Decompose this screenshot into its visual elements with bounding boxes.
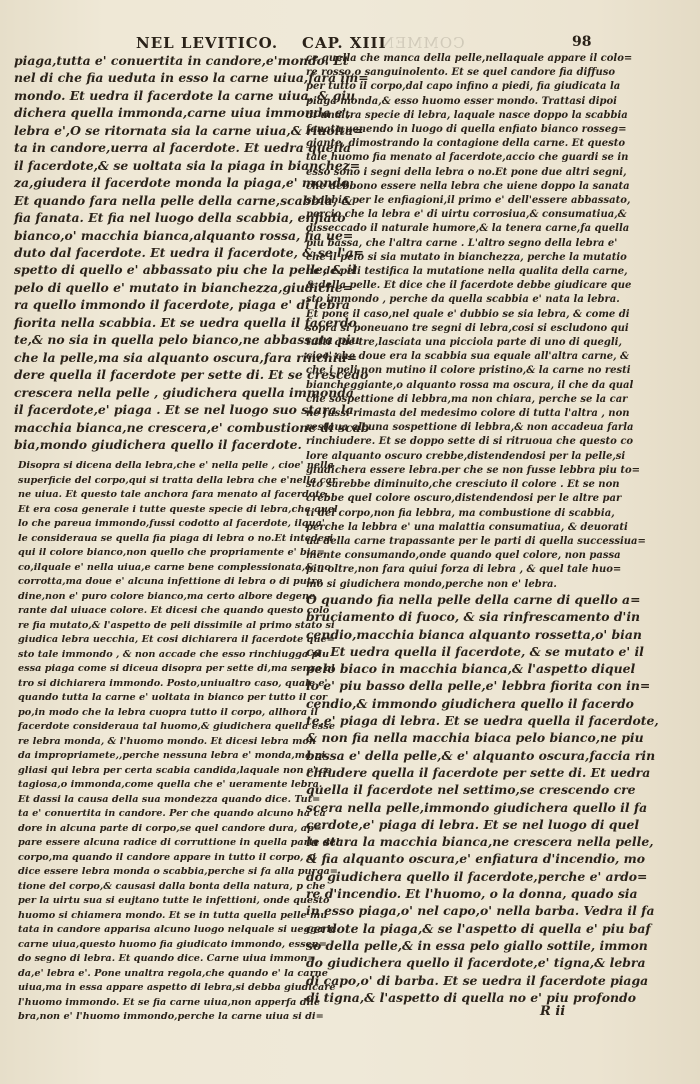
- text-line: piaga monda,& esso huomo esser mondo. Trattasi dipoi: [306, 95, 617, 107]
- text-line: rinchiudere. Et se doppo sette di si ritruoua che questo co: [306, 436, 634, 448]
- text-line: ce quella che manca della pelle,nellaquale appare il colo=: [306, 53, 633, 64]
- text-line: do segno di lebra. Et quando dice. Carne uiua immon=: [18, 953, 316, 964]
- text-line: superficie del corpo,qui si tratta della lebra che e'nella car: [18, 474, 338, 486]
- text-line: dere quella il facerdote per sette di. Et se crescedo: [14, 367, 369, 383]
- text-line: tale huomo fia menato al facerdote,accio che guardi se in: [306, 152, 629, 164]
- text-line: corrotta,ma doue e' alcuna infettione di lebra o di putre: [18, 576, 323, 587]
- text-line: giudichera essere lebra.per che se non fusse lebbra piu to=: [306, 464, 641, 476]
- text-line: re fia mutato,& l'aspetto de peli dissimile al primo stato si: [18, 619, 335, 631]
- text-line: giudica lebra uecchia, Et cosi dichiarera il facerdote que=: [18, 634, 335, 645]
- text-line: Et era cosa generale i tutte queste specie di lebra,che quel: [18, 503, 338, 515]
- text-line: scera nella pelle,immondo giudichera quello il fa: [306, 799, 648, 815]
- text-line: co,ilquale e' nella uiua,e carne bene complessionata,& no: [18, 561, 331, 573]
- text-line: di unaltra specie di lebra, laquale nasce doppo la scabbia: [306, 109, 628, 121]
- text-line: pelo di quello e' mutato in bianchezza,giudiche=: [14, 279, 354, 295]
- text-line: cendio,& immondo giudichera quello il facerdo: [306, 695, 634, 711]
- text-line: & fia alquanto oscura,e' enfiatura d'incendio, mo: [306, 851, 646, 867]
- text-line: di tigna,& l'aspetto di quella no e' piu profondo: [306, 989, 636, 1005]
- text-line: mente consumando,onde quando quel colore, non passa: [306, 550, 621, 562]
- text-line: cerdote,e' piaga di lebra. Et se nel luogo di quel: [306, 816, 640, 832]
- text-line: percio che la lebra e' di uirtu corrosiua,& consumatiua,&: [306, 209, 627, 221]
- text-line: qui il colore bianco,non quello che propriamente e' bia=: [18, 547, 325, 558]
- text-line: ne de peli testifica la mutatione nella qualita della carne,: [306, 266, 628, 278]
- text-line: te,e' piaga di lebra. Et se uedra quella il facerdote,: [306, 713, 659, 729]
- text-line: mo si giudichera mondo,perche non e' lebra.: [306, 578, 557, 590]
- text-line: ua della carne trapassante per le parti di quella successiua=: [306, 535, 646, 547]
- text-line: nel di che fia ueduta in esso la carne uiua,fara im=: [14, 70, 369, 86]
- text-line: fiorita nella scabbia. Et se uedra quella il facerdo: [14, 314, 357, 330]
- signature-mark: R ii: [540, 1004, 566, 1019]
- text-line: pelo biaco in macchia bianca,& l'aspetto diquel: [306, 661, 636, 677]
- text-line: so della pelle,& in essa pelo giallo sottile, immon: [306, 937, 648, 953]
- text-line: bruciamento di fuoco, & sia rinfrescamento d'in: [306, 609, 641, 625]
- text-line: dichera quella immonda,carne uiua immonda e',: [14, 105, 351, 121]
- left-column-commentary: [18, 459, 340, 1025]
- text-line: do giudichera quello il facerdote,perche e' ardo=: [306, 868, 648, 884]
- text-line: che sospettione di lebbra,ma non chiara, perche se la car: [306, 393, 628, 405]
- text-line: tata in candore apparisa alcuno luogo nelquale si uegga la: [18, 924, 337, 935]
- text-line: che il pelo si sia mutato in bianchezza, perche la mutatio: [306, 251, 627, 263]
- text-line: ta in candore,uerra al facerdote. Et uedra quella: [14, 140, 352, 156]
- text-line: re lebra monda, & l'huomo mondo. Et dicesi lebra mon: [18, 735, 316, 747]
- text-line: la stara la macchia bianca,ne crescera nella pelle,: [306, 834, 654, 850]
- text-line: corpo,ma quando il candore appare in tutto il corpo, si: [18, 851, 316, 863]
- text-line: carne uiua,questo huomo fia giudicato immondo, essen=: [18, 938, 327, 950]
- text-line: piu oltre,non fara quiui forza di lebra , & quel tale huo=: [306, 564, 622, 576]
- text-line: che i peli non mutino il colore pristino,& la carne no resti: [306, 365, 631, 377]
- text-line: bassa e' della pelle,& e' alquanto oscura,faccia rin: [306, 747, 656, 763]
- text-line: da,e' lebra e'. Pone unaltra regola,che quando e' la carne: [18, 967, 328, 979]
- text-line: bra,non e' l'huomo immondo,perche la carne uiua si di=: [18, 1011, 324, 1022]
- text-line: Et dassi la causa della sua mondezza quando dice. Tut=: [18, 793, 321, 805]
- text-line: esso sono i segni della lebra o no.Et pone due altri segni,: [306, 166, 627, 178]
- text-line: il facerdote,e' piaga . Et se nel luogo suo stara la: [14, 402, 354, 418]
- text-line: fanata,uenendo in luogo di quella enfiato bianco rosseg=: [306, 124, 627, 136]
- text-line: sto immondo , perche da quella scabbia e' nata la lebra.: [306, 294, 620, 306]
- text-line: facerdote consideraua tal huomo,& giudichera quella esse: [18, 721, 335, 732]
- text-line: re rosso,o sanguinolento. Et se quel candore fia diffuso: [306, 67, 616, 79]
- text-line: za,giudera il facerdote monda la piaga,e' mondo.: [14, 175, 354, 191]
- text-line: giante, dimostrando la contagione della carne. Et questo: [306, 138, 626, 150]
- text-line: scabbia per le enfiagioni,il primo e' dell'essere abbassato,: [306, 195, 631, 207]
- text-line: cendio,macchia bianca alquanto rossetta,o' bian: [306, 626, 642, 642]
- text-line: rante dal uiuace colore. Et dicesi che quando questo colo: [18, 605, 330, 616]
- text-line: lebra e',O se ritornata sia la carne uiua,& riuolta=: [14, 122, 364, 138]
- text-line: sopra si poneuano tre segni di lebra,cosi si escludono qui: [306, 322, 629, 334]
- text-line: lo che pareua immondo,fussi codotto al facerdote, ilqua': [18, 518, 325, 529]
- text-line: dore in alcuna parte di corpo,se quel candore dura, ap=: [18, 822, 322, 834]
- left-column-main-text: [14, 52, 370, 453]
- text-line: tro si dichiarera immondo. Posto,uniualtro caso, quale e': [18, 677, 328, 689]
- text-line: sto tale immondo , & non accade che esso rinchiugga piu: [18, 648, 330, 660]
- bleed-through-text: COMMEN: [380, 34, 465, 52]
- text-line: quando tutta la carne e' uoltata in bianco per tutto il cor: [18, 692, 328, 703]
- text-line: disseccado il naturale humore,& la tenera carne,fa quella: [306, 223, 630, 235]
- text-line: da impropriamete,,perche nessuna lebra e' monda,ma pi: [18, 750, 326, 761]
- text-line: cerdote la piaga,& se l'aspetto di quella e' piu baf: [306, 920, 651, 936]
- text-line: & della pelle. Et dice che il facerdote debbe giudicare que: [306, 280, 632, 292]
- text-line: macchia bianca,ne crescera,e' combustione di scab: [14, 419, 370, 435]
- running-head-left: NEL LEVITICO.: [136, 34, 279, 52]
- text-line: gliasi qui lebra per certa scabia candida,laquale non e' co: [18, 764, 332, 776]
- text-line: il facerdote,& se uoltata sia la piaga in bianchez=: [14, 157, 361, 173]
- text-line: cioe' che doue era la scabbia sua equale all'altra carne, &: [306, 351, 630, 363]
- text-line: essa piaga come si diceua disopra per sette di,ma senza al: [18, 663, 335, 674]
- text-line: ta e' conuertita in candore. Per che quando alcuno ha ca: [18, 808, 326, 819]
- text-line: perche la lebbra e' una malattia consumatiua, & deuorati: [306, 521, 628, 533]
- text-line: fia fanata. Et fia nel luogo della scabbia, enfiato: [14, 210, 346, 226]
- text-line: Disopra si dicena della lebra,che e' nella pelle , cioe' nella: [18, 460, 334, 471]
- text-line: O quando fia nella pelle della carne di quello a=: [306, 592, 641, 607]
- text-line: te,& no sia in quella pelo bianco,ne abbassata piu: [14, 332, 360, 348]
- text-line: ne fussi rimasta del medesimo colore di tutta l'altra , non: [306, 408, 630, 420]
- text-line: tutti que tre,lasciata una picciola parte di uno di quegli,: [306, 337, 622, 349]
- right-column-main-text: [306, 591, 659, 1006]
- text-line: che la pelle,ma sia alquanto oscura,fara rinchiu=: [14, 349, 357, 365]
- text-line: lo e' piu basso della pelle,e' lebbra fiorita con in=: [306, 678, 651, 694]
- right-column-commentary: [306, 52, 646, 592]
- text-line: ra quello immondo il facerdote, piaga e' di lebra: [14, 297, 350, 313]
- text-line: sto sarebbe diminuito,che cresciuto il colore . Et se non: [306, 479, 620, 491]
- text-line: bianco,o' macchia bianca,alquanto rossa, fia ue=: [14, 227, 354, 243]
- text-line: spetto di quello e' abbassato piu che la pelle, & il: [14, 262, 357, 278]
- text-line: per tutto il corpo,dal capo infino a piedi, fia giudicata la: [306, 81, 621, 93]
- text-line: Et pone il caso,nel quale e' dubbio se sia lebra, & come di: [306, 308, 630, 320]
- text-line: bia,mondo giudichera quello il facerdote.: [14, 436, 302, 452]
- text-line: dice essere lebra monda o scabbia,perche si fa alla purga=: [18, 866, 338, 877]
- text-line: do giudichera quello il facerdote,e' tigna,& lebra: [306, 955, 646, 971]
- text-line: pare essere alcuna radice di corruttione in quella parte del: [18, 837, 340, 848]
- text-line: Et quando fara nella pelle della carne,scabbia, &: [14, 192, 353, 208]
- text-line: tagiosa,o immonda,come quella che e' ueramente lebra.: [18, 779, 323, 790]
- text-line: chiudere quella il facerdote per sette di. Et uedra: [306, 764, 651, 780]
- text-line: & non fia nella macchia biaca pelo bianco,ne piu: [306, 730, 644, 746]
- text-line: le consideraua se quella fia piaga di lebra o no.Et intedesi: [18, 532, 333, 544]
- text-line: che debbono essere nella lebra che uiene doppo la sanata: [306, 180, 630, 192]
- text-line: mondo. Et uedra il facerdote la carne uiua, & giu: [14, 87, 356, 103]
- text-line: ca. Et uedra quella il facerdote, & se mutato e' il: [306, 643, 644, 659]
- text-line: tione del corpo,& causasi dalla bonta della natura, p che: [18, 880, 326, 892]
- text-line: quella il facerdote nel settimo,se crescendo cre: [306, 782, 636, 798]
- text-line: re d'incendio. Et l'huomo, o la donna, quado sia: [306, 886, 638, 902]
- text-line: crebbe quel colore oscuro,distendendosi per le altre par: [306, 493, 622, 505]
- text-line: l'huomo immondo. Et se fia carne uiua,non apperfa dile: [18, 996, 321, 1008]
- text-line: piu bassa, che l'altra carne . L'altro segno della lebra e': [306, 237, 618, 249]
- text-line: dine,non e' puro colore bianco,ma certo albore degene: [18, 590, 316, 602]
- running-head-chapter: CAP. XIII: [302, 34, 387, 52]
- text-line: restaua alcuna sospettione di lebbra,& non accadeua farla: [306, 422, 634, 434]
- text-line: uiua,ma in essa appare aspetto di lebra,si debba giudicare: [18, 982, 336, 993]
- text-line: piaga,tutta e' conuertita in candore,e'mondo. Et: [14, 53, 349, 68]
- text-line: crescera nella pelle , giudichera quella immonda: [14, 384, 354, 400]
- text-line: per la uirtu sua si eujtano tutte le infettioni, onde questo: [18, 895, 330, 906]
- text-line: duto dal facerdote. Et uedra il facerdote, & se l'a=: [14, 244, 364, 260]
- folio-number: 98: [572, 34, 592, 50]
- text-line: po,in modo che la lebra cuopra tutto il corpo, allhora il: [18, 706, 318, 718]
- text-line: in esso piaga,o' nel capo,o' nella barba. Vedra il fa: [306, 903, 655, 919]
- text-line: ne uiua. Et questo tale anchora fara menato al facerdote.: [18, 489, 330, 500]
- text-line: lore alquanto oscuro crebbe,distendendosi per la pelle,si: [306, 450, 626, 462]
- text-line: huomo si chiamera mondo. Et se in tutta quella pelle mu: [18, 909, 328, 921]
- text-line: biancheggiante,o alquanto rossa ma oscura, il che da qual: [306, 379, 634, 391]
- text-line: di capo,o' di barba. Et se uedra il facerdote piaga: [306, 972, 649, 988]
- text-line: ti del corpo,non fia lebbra, ma combustione di scabbia,: [306, 507, 615, 519]
